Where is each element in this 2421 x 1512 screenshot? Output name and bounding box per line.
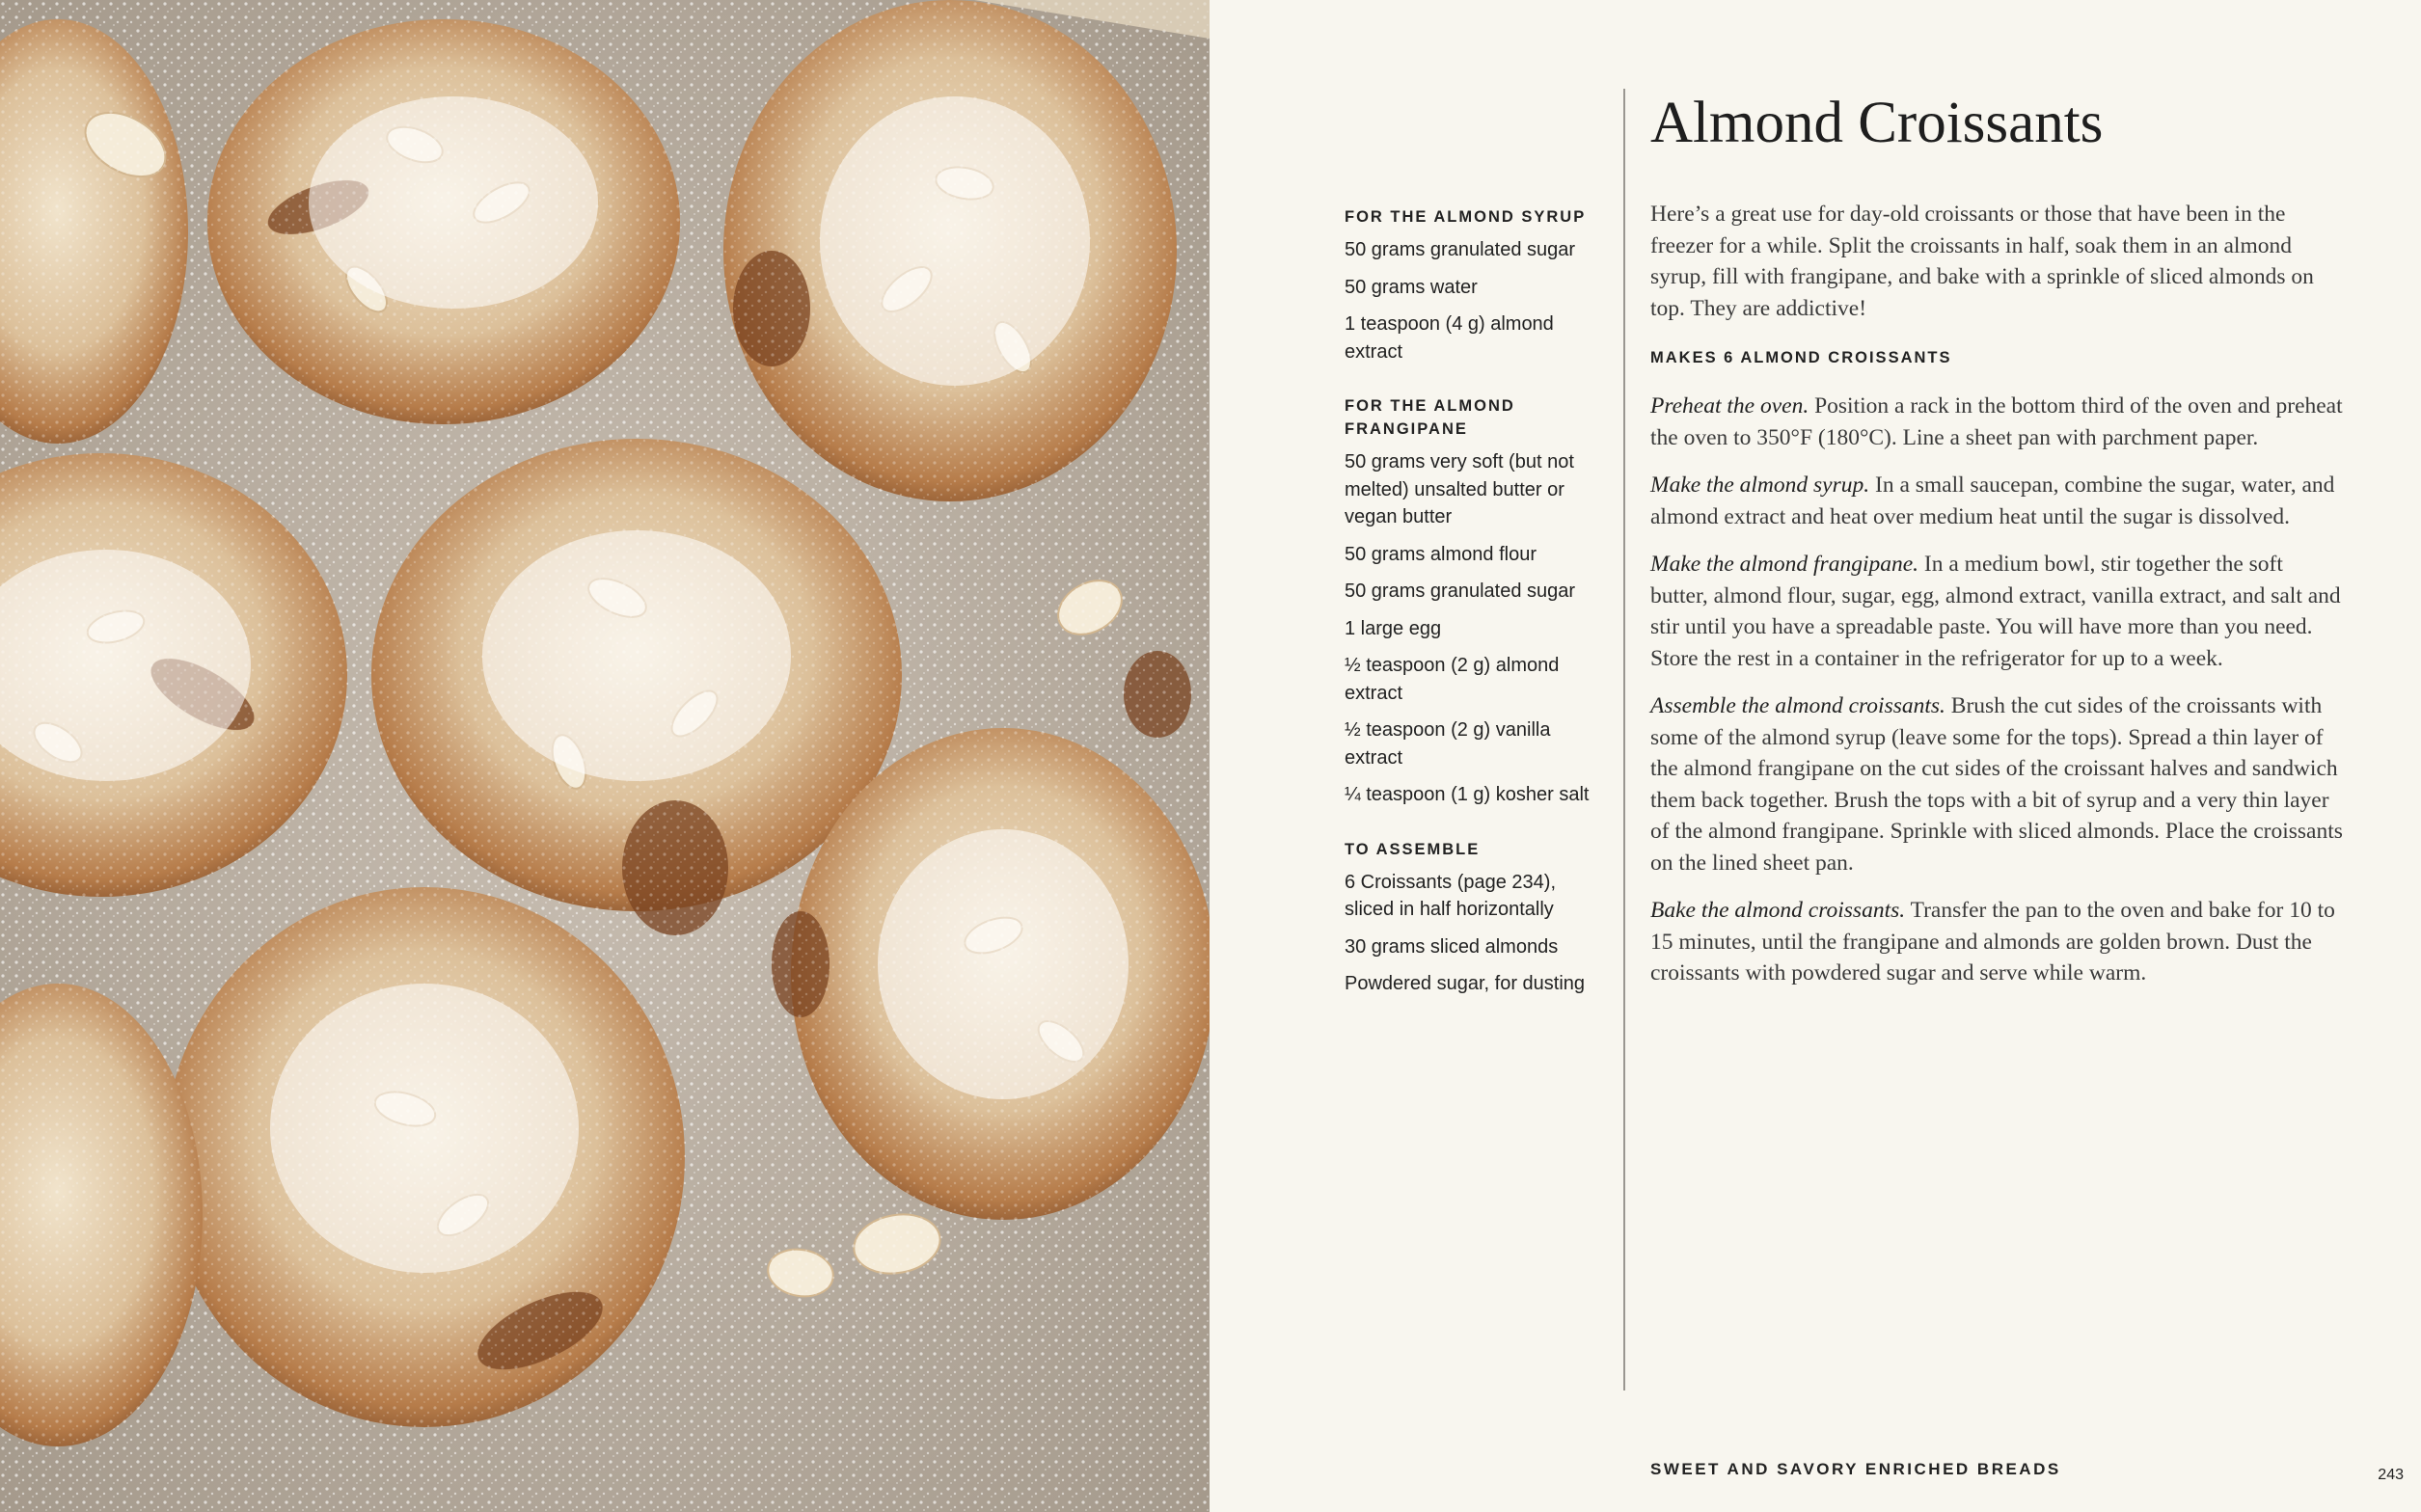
step-lead: Bake the almond croissants. — [1650, 898, 1906, 923]
step-text: In a medium bowl, stir together the soft butter, almond flour, sugar, egg, almond extract, vanilla extract, and salt and stir until you have a spreadable paste. You will have more than you need. Store the rest in a container in the refrigerator for up to a week. — [1650, 552, 2341, 671]
recipe-intro: Here’s a great use for day-old croissants or those that have been in the freezer for a while. Split the croissants in half, soak them in an almond syrup, fill with frangipane, and bake with a sprinkle of sliced almonds on top. They are addictive! — [1650, 202, 2314, 321]
ingredient-item: Powdered sugar, for dusting — [1345, 973, 1586, 994]
ingredient-section-syrup — [1345, 205, 1605, 365]
ingredient-item: 6 Croissants (page 234), sliced in half horizontally — [1345, 871, 1557, 920]
method-step — [1650, 470, 2345, 532]
method-step — [1650, 895, 2345, 989]
ingredient-item: 50 grams granulated sugar — [1345, 580, 1576, 602]
ingredient-item: 1 teaspoon (4 g) almond extract — [1345, 313, 1554, 363]
step-text: Brush the cut sides of the croissants with some of the almond syrup (leave some for the tops). Spread a thin layer of the almond frangipane on the cut sides of the croissant halves and sandwich them back together. Brush the tops with a bit of syrup and a very thin layer of the almond frangipane. Sprinkle with sliced almonds. Place the croissants on the lined sheet pan. — [1650, 693, 2343, 876]
ingredients-column — [1345, 205, 1605, 1027]
method-step — [1650, 690, 2345, 878]
step-lead: Preheat the oven. — [1650, 393, 1809, 418]
ingredient-item: ½ teaspoon (2 g) almond extract — [1345, 655, 1560, 704]
step-lead: Assemble the almond croissants. — [1650, 693, 1945, 718]
method-column — [1650, 89, 2345, 1006]
ingredient-section-heading: FOR THE ALMOND FRANGIPANE — [1345, 397, 1515, 438]
ingredient-section-frangipane — [1345, 394, 1605, 809]
page-number: 243 — [2378, 1467, 2404, 1483]
method-step — [1650, 549, 2345, 674]
column-divider — [1623, 89, 1625, 1390]
ingredient-section-heading: TO ASSEMBLE — [1345, 840, 1481, 858]
running-footer: SWEET AND SAVORY ENRICHED BREADS — [1650, 1460, 2061, 1478]
recipe-title: Almond Croissants — [1650, 91, 2104, 155]
step-lead: Make the almond syrup. — [1650, 472, 1870, 498]
ingredient-item: ½ teaspoon (2 g) vanilla extract — [1345, 719, 1551, 769]
ingredient-item: ¼ teaspoon (1 g) kosher salt — [1345, 784, 1590, 805]
step-lead: Make the almond frangipane. — [1650, 552, 1919, 577]
ingredient-section-heading: FOR THE ALMOND SYRUP — [1345, 208, 1587, 226]
step-text: Transfer the pan to the oven and bake for 10 to 15 minutes, until the frangipane and almonds are golden brown. Dust the croissants with powdered sugar and serve while warm. — [1650, 898, 2335, 986]
recipe-yield: MAKES 6 ALMOND CROISSANTS — [1650, 349, 1952, 366]
ingredient-item: 50 grams granulated sugar — [1345, 239, 1576, 260]
ingredient-item: 30 grams sliced almonds — [1345, 935, 1559, 958]
step-text: In a small saucepan, combine the sugar, water, and almond extract and heat over medium heat until the sugar is dissolved. — [1650, 472, 2335, 529]
ingredient-item: 50 grams very soft (but not melted) unsalted butter or vegan butter — [1345, 451, 1574, 527]
ingredient-item: 50 grams water — [1345, 276, 1478, 298]
ingredient-item: 50 grams almond flour — [1345, 543, 1537, 565]
croissant-photo — [0, 0, 1210, 1512]
ingredient-item: 1 large egg — [1345, 617, 1442, 639]
step-text: Position a rack in the bottom third of the oven and preheat the oven to 350°F (180°C). Line a sheet pan with parchment paper. — [1650, 393, 2343, 450]
ingredient-section-assemble — [1345, 838, 1605, 998]
method-step — [1650, 391, 2345, 453]
